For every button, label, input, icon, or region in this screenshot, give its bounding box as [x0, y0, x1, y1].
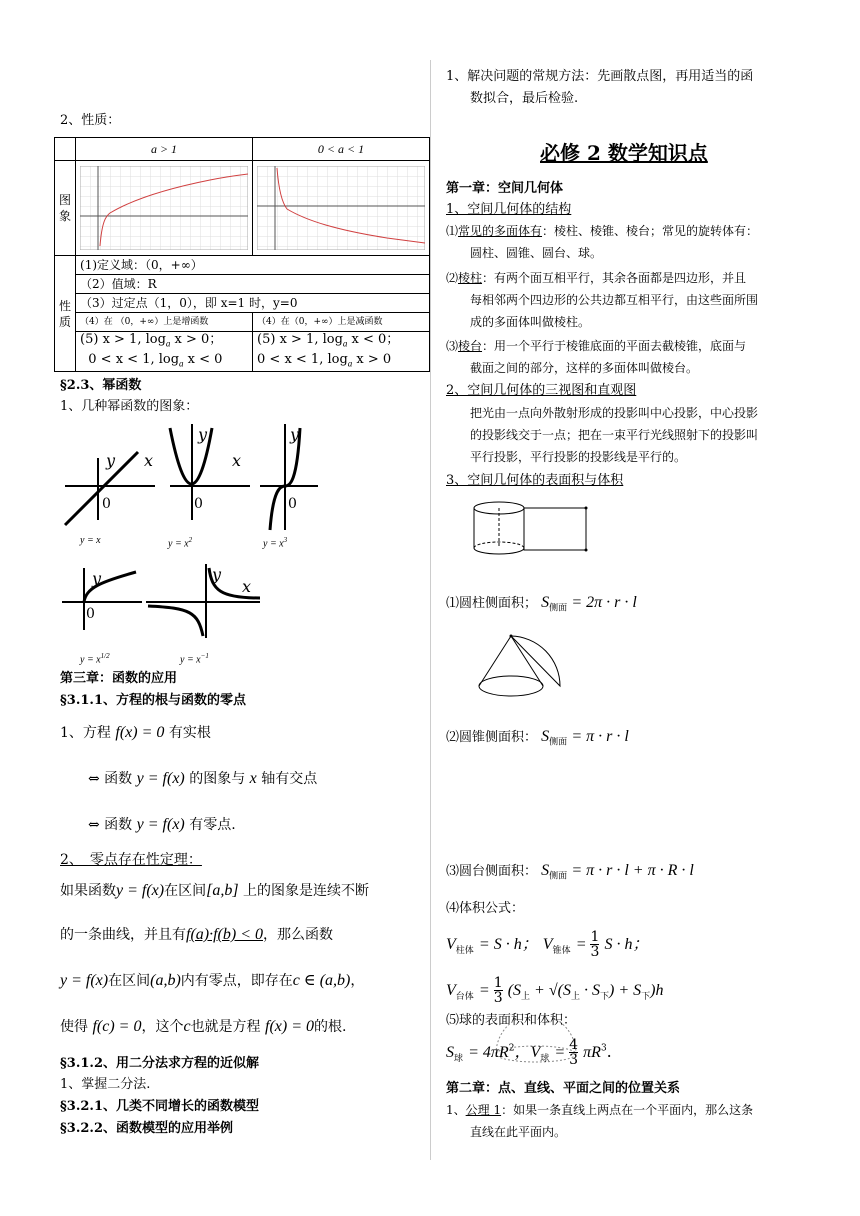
theorem-line-1 — [60, 882, 369, 900]
projection-line-3: 平行投影，平行投影的投影线是平行的。 — [470, 450, 687, 464]
prop-decreasing: （4）在（0，+∞）上是减函数 — [253, 313, 430, 332]
v3-s2: 上 — [570, 992, 580, 1003]
v3-s3: 下 — [599, 992, 609, 1003]
cylinder-area-formula — [446, 594, 637, 618]
thm4-b: f(c) = 0 — [92, 1018, 142, 1035]
v1-sub: 柱体 — [455, 946, 474, 957]
chapter-2-title: 第二章：点、直线、平面之间的位置关系 — [446, 1081, 681, 1096]
v3-s1: 上 — [521, 992, 531, 1003]
polyhedra-line-1 — [446, 223, 758, 240]
sign-left-1: (5) x > 1, log — [80, 332, 166, 347]
eq2-x: x — [249, 770, 257, 787]
f1-formula: = 2π · r · l — [571, 594, 637, 611]
y-axis-label: y — [212, 565, 222, 584]
y-axis-label: y — [106, 451, 116, 470]
section-1-heading: 1、空间几何体的结构 — [446, 202, 572, 217]
thm1-c: 在区间 — [164, 883, 207, 899]
sub-a: a — [165, 338, 171, 349]
eq2-formula: y = f(x) — [136, 770, 185, 787]
v2-sub: 锥体 — [552, 946, 571, 957]
sign-left-2b: x < 0 — [183, 351, 223, 367]
origin-label: 0 — [102, 496, 111, 512]
b1-e: πR — [583, 1044, 601, 1061]
section-properties: 2、性质： — [60, 113, 121, 128]
eq2-text-c: 的图象与 — [189, 771, 246, 787]
f3-sub: 侧面 — [549, 871, 568, 882]
v2-eq: = — [575, 936, 591, 953]
graph-y-x — [65, 451, 155, 525]
log-decreasing-graph — [257, 166, 425, 250]
log-increasing-graph — [80, 166, 248, 250]
sub-a: a — [342, 338, 348, 349]
axiom-1-line-1 — [446, 1102, 753, 1119]
f1-label: ⑴圆柱侧面积； — [446, 596, 538, 611]
b1-num: 4 — [569, 1037, 579, 1053]
v1-formula: = S · h； — [478, 936, 538, 953]
graph-cell-increasing — [76, 161, 253, 256]
eq1-text-a: 1、方程 — [60, 725, 111, 741]
thm4-g: 的根. — [314, 1019, 347, 1035]
frustum-line-2: 截面之间的部分，这样的多面体叫做棱台。 — [470, 361, 699, 375]
label-y-inverse-base: y = x — [180, 654, 201, 666]
v3-d: + √(S — [530, 982, 571, 999]
theorem-line-4 — [60, 1018, 346, 1036]
label-y-sqrt-x-base: y = x — [80, 654, 101, 666]
volume-frustum — [446, 976, 663, 1007]
thm3-c: (a,b) — [150, 972, 181, 989]
bisection-method: 1、掌握二分法. — [60, 1077, 151, 1092]
thm3-f: ， — [350, 973, 365, 989]
sign-right-2b: x > 0 — [352, 351, 392, 367]
sign-right-2: 0 < x < 1, log — [257, 351, 348, 367]
label-y-x2-base: y = x — [168, 538, 189, 550]
prism-line-3: 成的多面体叫做棱柱。 — [470, 315, 591, 329]
s1-2c: ：有两个面互相平行，其余各面都是四边形，并且 — [482, 271, 747, 285]
thm1-a: 如果函数 — [60, 883, 116, 899]
label-y-x2-exp: 2 — [188, 536, 193, 544]
label-y-inverse-exp: −1 — [200, 652, 209, 660]
row-label-graph: 图象 — [55, 161, 76, 256]
eq2-text-e: 轴有交点 — [261, 771, 318, 787]
thm2-a: 的一条曲线，并且有 — [60, 927, 186, 943]
section-3-1-2: §3.1.2、用二分法求方程的近似解 — [60, 1056, 259, 1071]
label-y-sqrt-x-exp: 1/2 — [100, 652, 110, 660]
thm3-e: c ∈ (a,b) — [292, 972, 351, 989]
f3-label: ⑶圆台侧面积： — [446, 864, 538, 879]
v2-num: 1 — [590, 929, 600, 945]
f3-formula: = π · r · l + π · R · l — [571, 862, 694, 879]
projection-line-2: 的投影线交于一点；把在一束平行光线照射下的投影叫 — [470, 428, 759, 442]
eq1-text-c: 有实根 — [168, 725, 211, 741]
method-line-1: 1、解决问题的常规方法：先画散点图，再用适当的函 — [446, 69, 754, 84]
v3-den: 3 — [493, 990, 503, 1006]
thm4-e: 也就是方程 — [190, 1019, 261, 1035]
section-3-2-2: §3.2.2、函数模型的应用举例 — [60, 1121, 233, 1136]
f3-s: S — [541, 862, 550, 879]
projection-line-1: 把光由一点向外散射形成的投影叫中心投影，中心投影 — [470, 406, 759, 420]
axiom-1-line-2: 直线在此平面内。 — [470, 1125, 567, 1139]
f2-sub: 侧面 — [549, 737, 568, 748]
v2-v: V — [542, 936, 553, 953]
b1-d: = — [554, 1044, 570, 1061]
header-a-lt-1: 0 < a < 1 — [253, 138, 430, 161]
theorem-line-3 — [60, 972, 364, 990]
thm4-c: ，这个 — [141, 1019, 184, 1035]
y-axis-label: y — [92, 569, 102, 588]
x-axis-label: x — [144, 451, 154, 470]
eq3-text-c: 有零点. — [189, 817, 236, 833]
v3-s4: 下 — [641, 992, 651, 1003]
ax1-c: ：如果一条直线上两点在一个平面内，那么这条 — [501, 1103, 754, 1117]
cone-area-formula — [446, 728, 629, 752]
power-graphs-intro: 1、几种幂函数的图象： — [60, 399, 199, 414]
s1-1b: 常见的多面体有 — [458, 224, 543, 238]
prop-fixed-point: （3）过定点（1，0），即 x=1 时，y=0 — [76, 294, 430, 313]
sign-right-1: (5) x > 1, log — [257, 332, 343, 347]
section-power-functions: §2.3、幂函数 — [60, 378, 142, 393]
volume-heading: ⑷体积公式： — [446, 901, 525, 916]
b1-sub: 球 — [454, 1054, 464, 1065]
thm4-a: 使得 — [60, 1019, 88, 1035]
origin-label: 0 — [86, 606, 95, 622]
section-3-heading: 3、空间几何体的表面积与体积 — [446, 473, 624, 488]
sign-right-1b: x < 0； — [347, 332, 400, 347]
s1-3b: 棱台 — [458, 339, 483, 353]
section-2-heading: 2、空间几何体的三视图和直观图 — [446, 383, 637, 398]
zero-theorem-heading: 2、 零点存在性定理： — [60, 852, 202, 868]
v3-sub: 台体 — [455, 992, 474, 1003]
sphere-formulas — [446, 1038, 612, 1069]
graph-cell-decreasing — [253, 161, 430, 256]
s1-1a: ⑴ — [446, 224, 459, 238]
s1-3c: ：用一个平行于棱锥底面的平面去截棱锥，底面与 — [482, 339, 747, 353]
prism-line-1 — [446, 270, 746, 287]
v3-v: V — [446, 982, 456, 999]
thm1-e: 上的图象是连续不断 — [243, 883, 370, 899]
y-axis-label: y — [198, 425, 208, 444]
volume-prism-pyramid — [446, 930, 649, 961]
sub-a: a — [179, 358, 184, 369]
cylinder-net-figure — [466, 498, 596, 562]
v2-fraction — [590, 930, 599, 959]
ax1-b: 公理 1 — [465, 1103, 502, 1117]
power-graphs-row-1 — [60, 420, 320, 550]
eq3-text-a: ⇔ 函数 — [88, 817, 133, 833]
polyhedra-line-2: 圆柱、圆锥、圆台、球。 — [470, 246, 603, 260]
thm1-d: [a,b] — [206, 882, 239, 899]
v1-v: V — [446, 936, 456, 953]
thm3-b: 在区间 — [108, 973, 151, 989]
thm3-a: y = f(x) — [60, 972, 109, 989]
label-y-sqrt-x — [80, 648, 110, 668]
v3-fraction — [494, 976, 503, 1005]
eq2-text-a: ⇔ 函数 — [88, 771, 133, 787]
label-y-x3-base: y = x — [263, 538, 284, 550]
b1-b: = 4πR — [468, 1044, 509, 1061]
prism-line-2: 每相邻两个四边形的公共边都互相平行，由这些面所围 — [470, 293, 759, 307]
s1-1c: ：棱柱、棱锥、棱台；常见的旋转体有： — [542, 224, 759, 238]
section-3-1-1: §3.1.1、方程的根与函数的零点 — [60, 693, 246, 708]
x-axis-label: x — [242, 577, 252, 596]
sub-a: a — [347, 358, 353, 369]
b1-c: ，V — [514, 1044, 541, 1061]
graph-y-x2 — [170, 424, 250, 520]
b1-f: . — [606, 1042, 612, 1061]
thm3-d: 内有零点，即存在 — [180, 973, 293, 989]
v3-eq: = — [478, 982, 494, 999]
label-y-x: y = x — [80, 535, 101, 546]
sphere-heading: ⑸球的表面积和体积： — [446, 1013, 577, 1028]
ax1-a: 1、 — [446, 1103, 466, 1117]
v3-num: 1 — [493, 975, 503, 991]
v3-c: (S — [507, 982, 522, 999]
f2-s: S — [541, 728, 550, 745]
prop-sign-a-gt-1 — [76, 332, 253, 372]
section-3-2-1: §3.2.1、几类不同增长的函数模型 — [60, 1099, 259, 1114]
v3-f: ) + S — [608, 982, 642, 999]
prop-sign-a-lt-1 — [253, 332, 430, 372]
chapter-1-title: 第一章：空间几何体 — [446, 181, 564, 196]
b1-s: S — [446, 1044, 454, 1061]
v2-formula: S · h； — [604, 936, 649, 953]
b1-den: 3 — [569, 1052, 579, 1068]
eq3-formula: y = f(x) — [136, 816, 185, 833]
row-label-properties: 性质 — [55, 256, 76, 372]
x-axis-label: x — [232, 451, 242, 470]
v3-g: )h — [650, 982, 664, 999]
graph-y-inverse — [146, 564, 260, 638]
f1-s: S — [541, 594, 550, 611]
prop-range: （2）值域：R — [76, 275, 430, 294]
s1-3a: ⑶ — [446, 339, 459, 353]
thm2-c: ，那么函数 — [263, 927, 333, 943]
origin-label: 0 — [288, 496, 297, 512]
s1-2b: 棱柱 — [458, 271, 483, 285]
prop-domain: (1)定义域：（0，+∞） — [76, 256, 430, 275]
power-graphs-row-2 — [60, 560, 270, 640]
b1-sub2: 球 — [540, 1054, 550, 1065]
sign-left-1b: x > 0； — [170, 332, 223, 347]
column-divider — [430, 60, 431, 1160]
b1-sup2: 3 — [600, 1043, 607, 1054]
sign-left-2: 0 < x < 1, log — [88, 351, 180, 367]
s1-2a: ⑵ — [446, 271, 459, 285]
method-line-2: 数拟合，最后检验. — [470, 91, 579, 106]
origin-label: 0 — [194, 496, 203, 512]
thm2-b: f(a)·f(b) < 0 — [186, 926, 263, 943]
theorem-line-2 — [60, 926, 333, 944]
thm1-b: y = f(x) — [116, 882, 165, 899]
v2-den: 3 — [590, 944, 600, 960]
log-properties-table — [54, 137, 430, 372]
label-y-inverse — [180, 648, 209, 668]
equation-line-3 — [88, 816, 236, 834]
v3-e: · S — [579, 982, 600, 999]
thm4-f: f(x) = 0 — [265, 1018, 315, 1035]
frustum-line-1 — [446, 338, 746, 355]
graph-y-x3 — [260, 424, 318, 530]
f2-formula: = π · r · l — [571, 728, 629, 745]
header-a-gt-1: a > 1 — [76, 138, 253, 161]
label-y-x3-exp: 3 — [283, 536, 288, 544]
label-y-x3 — [263, 532, 287, 552]
b1-fraction — [569, 1038, 578, 1067]
frustum-area-formula — [446, 862, 694, 886]
cone-net-figure — [476, 630, 566, 710]
main-title: 必修 2 数学知识点 — [540, 141, 708, 165]
graph-y-sqrt-x — [62, 568, 142, 630]
label-y-x2 — [168, 532, 192, 552]
f2-label: ⑵圆锥侧面积： — [446, 730, 538, 745]
f1-sub: 侧面 — [549, 603, 568, 614]
y-axis-label: y — [290, 425, 300, 444]
equation-line-1 — [60, 724, 211, 742]
thm4-d: c — [183, 1018, 191, 1035]
equation-line-2 — [88, 770, 317, 788]
b1-sup: 2 — [508, 1043, 515, 1054]
prop-increasing: （4）在 （0，+∞）上是增函数 — [76, 313, 253, 332]
chapter-3-title: 第三章：函数的应用 — [60, 671, 178, 686]
eq1-formula: f(x) = 0 — [115, 724, 165, 741]
